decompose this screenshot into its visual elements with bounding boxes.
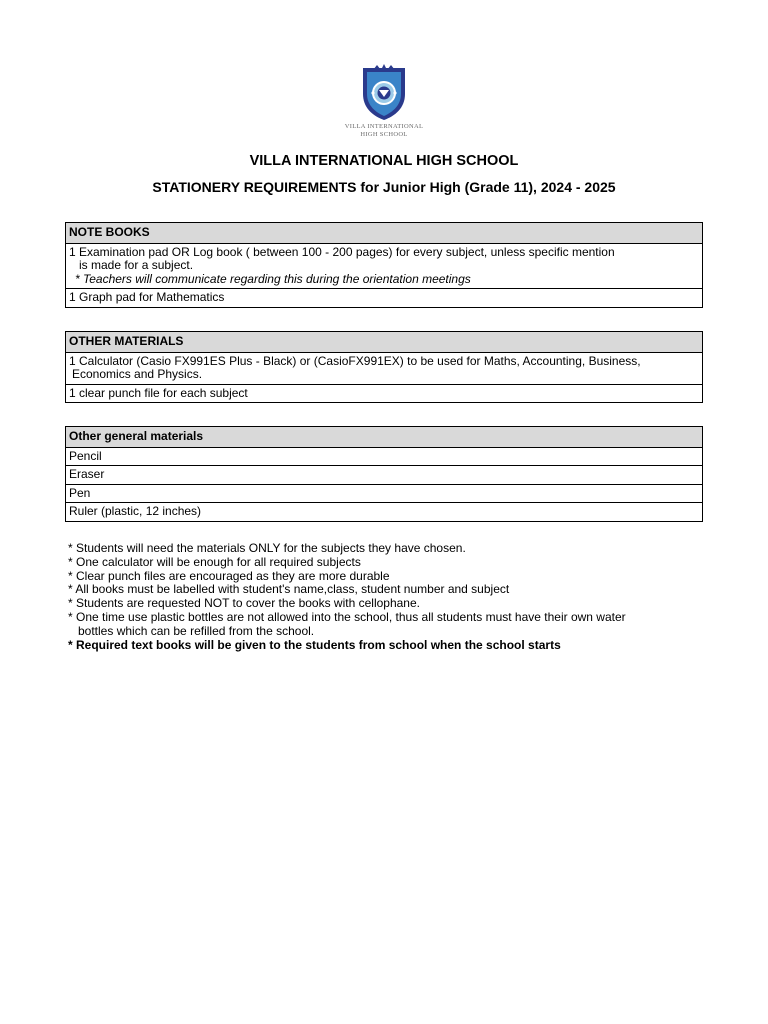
other-materials-item-punch-file: 1 clear punch file for each subject [66, 384, 703, 403]
note-books-table [65, 222, 703, 308]
calculator-line1: 1 Calculator (Casio FX991ES Plus - Black) or (CasioFX991EX) to be used for Maths, Accounting, Business, [69, 353, 641, 368]
general-materials-item: Pencil [66, 447, 703, 466]
note-item: * Students are requested NOT to cover the books with cellophane. [68, 596, 420, 611]
other-materials-table [65, 331, 703, 403]
note-books-heading: NOTE BOOKS [66, 223, 703, 244]
other-materials-item-calculator [66, 352, 703, 384]
note-item: * All books must be labelled with student's name,class, student number and subject [68, 582, 510, 597]
notes-list [68, 542, 708, 652]
general-materials-item: Ruler (plastic, 12 inches) [66, 503, 703, 522]
note-item: * One time use plastic bottles are not allowed into the school, thus all students must have their own water [68, 609, 626, 624]
note-item-textbooks: * Required text books will be given to the students from school when the school starts [68, 637, 561, 652]
calculator-line2: Economics and Physics. [72, 367, 203, 381]
note-item: * Clear punch files are encouraged as they are more durable [68, 568, 390, 583]
note-item: * Students will need the materials ONLY for the subjects they have chosen. [68, 541, 466, 555]
exam-pad-line2: is made for a subject. [79, 258, 194, 272]
school-logo [0, 64, 768, 139]
general-materials-item: Eraser [66, 466, 703, 485]
note-books-item-exam-pad [66, 243, 703, 289]
note-item: * One calculator will be enough for all required subjects [68, 554, 361, 569]
school-name: VILLA INTERNATIONAL HIGH SCHOOL [249, 153, 519, 169]
exam-pad-line1: 1 Examination pad OR Log book ( between 100 - 200 pages) for every subject, unless specific mention [69, 244, 615, 259]
general-materials-item: Pen [66, 484, 703, 503]
general-materials-table [65, 426, 703, 522]
note-books-item-graph-pad: 1 Graph pad for Mathematics [66, 289, 703, 308]
logo-caption-line1: VILLA INTERNATIONAL [344, 123, 424, 130]
other-materials-heading: OTHER MATERIALS [66, 332, 703, 353]
logo-caption [0, 123, 768, 139]
general-materials-heading: Other general materials [66, 427, 703, 448]
exam-pad-note: * Teachers will communicate regarding this during the orientation meetings [75, 271, 471, 286]
document-title: STATIONERY REQUIREMENTS for Junior High (Grade 11), 2024 - 2025 [152, 179, 616, 195]
school-crest-shield-icon [359, 64, 409, 122]
logo-caption-line2: HIGH SCHOOL [360, 131, 408, 138]
note-item-continuation: bottles which can be refilled from the school. [78, 623, 315, 638]
